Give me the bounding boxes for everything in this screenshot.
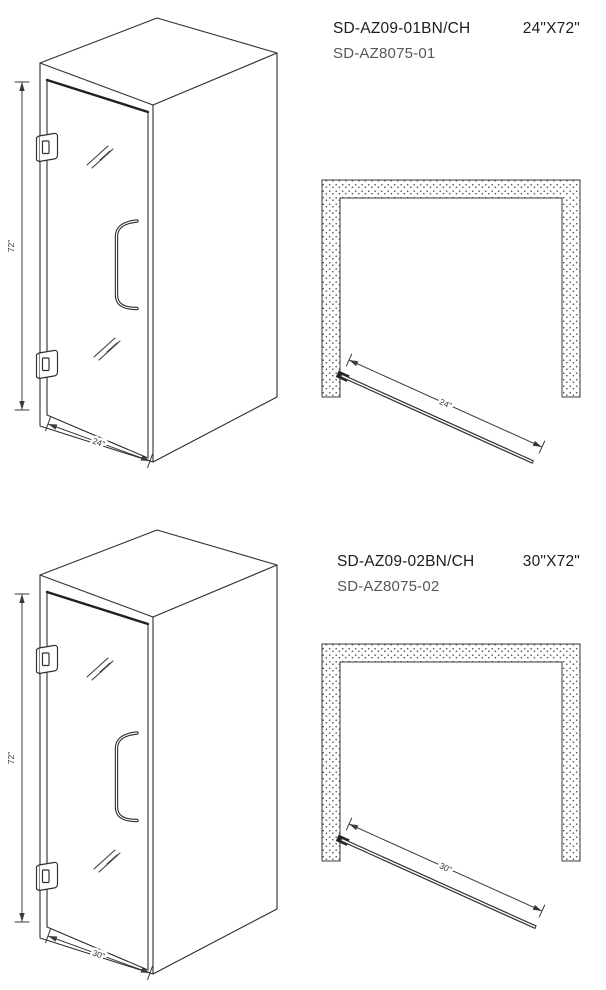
width-dimension (46, 417, 153, 467)
plan-view-door-24 (315, 170, 605, 476)
door-hinge-top (37, 133, 58, 161)
model-number: SD-AZ09-02BN/CH (337, 553, 475, 570)
width-dimension (46, 929, 153, 979)
door-hinge-bottom (37, 350, 58, 378)
model-number: SD-AZ09-01BN/CH (333, 20, 471, 37)
size-label: 24"X72" (522, 20, 580, 37)
door-hinge-top (37, 645, 58, 673)
enclosure-box (40, 18, 277, 462)
iso-view-door-24 (0, 8, 310, 480)
plan-width-dimension-label: 30" (437, 860, 454, 875)
walls (322, 644, 580, 861)
walls (322, 180, 580, 397)
size-label: 30"X72" (522, 553, 580, 570)
plan-width-dimension (346, 354, 544, 453)
enclosure-box (40, 530, 277, 974)
door-handle (117, 733, 138, 821)
plan-view-door-30 (315, 634, 605, 940)
product-title-2 (337, 553, 580, 595)
door-hinge-bottom (37, 862, 58, 890)
glass-door (47, 592, 148, 970)
glass-door (47, 80, 148, 458)
sku-number: SD-AZ8075-01 (333, 45, 436, 62)
height-dimension (6, 82, 29, 410)
width-dimension-label: 24" (91, 435, 107, 450)
iso-view-door-30 (0, 520, 310, 990)
height-dimension-label: 72" (6, 239, 16, 253)
product-title-1 (333, 20, 580, 62)
plan-width-dimension (346, 818, 544, 917)
open-door (336, 835, 538, 931)
door-handle (117, 221, 138, 309)
sku-number: SD-AZ8075-02 (337, 578, 440, 595)
height-dimension-label: 72" (6, 751, 16, 765)
plan-width-dimension-label: 24" (437, 396, 454, 411)
height-dimension (6, 594, 29, 922)
open-door (336, 371, 535, 466)
width-dimension-label: 30" (91, 947, 107, 962)
